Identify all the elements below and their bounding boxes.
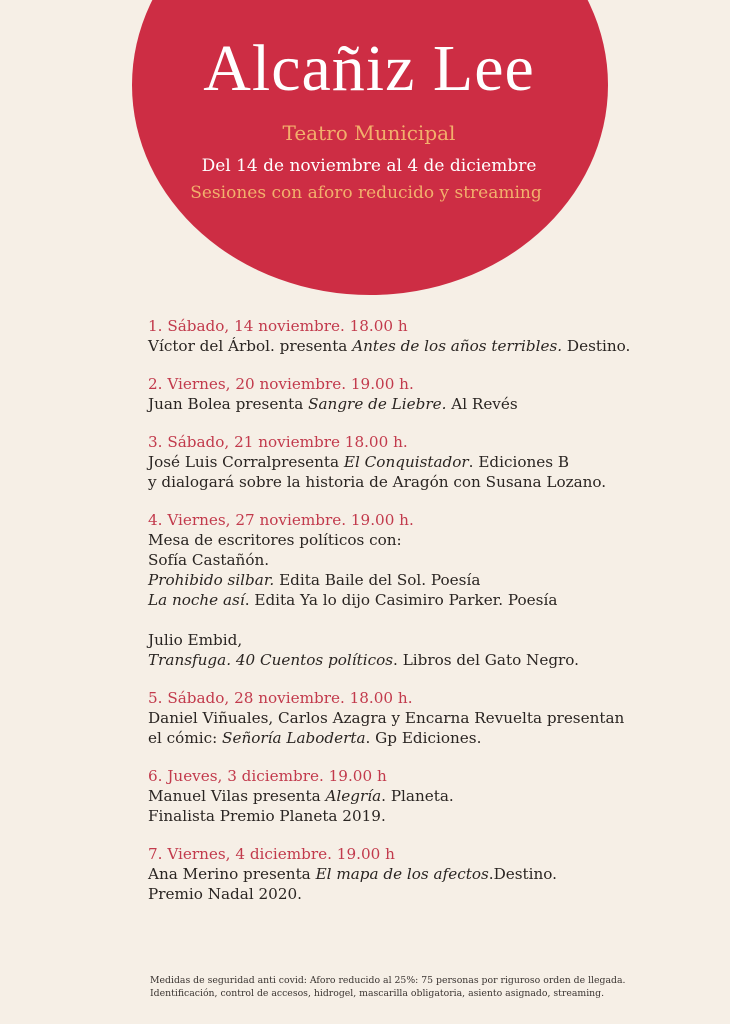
event-heading: 6. Jueves, 3 diciembre. 19.00 h [148, 767, 387, 785]
event-heading: 3. Sábado, 21 noviembre 18.00 h. [148, 433, 408, 451]
book-title: Señoría Laboderta [222, 729, 366, 747]
book-title: Alegría [325, 787, 382, 805]
event-heading: 5. Sábado, 28 noviembre. 18.00 h. [148, 689, 413, 707]
book-title: La noche así [148, 591, 245, 609]
event-description: Víctor del Árbol. presenta Antes de los años terribles. Destino. [148, 337, 631, 355]
book-title: El Conquistador [343, 453, 469, 471]
event-3 [148, 432, 648, 492]
event-heading: 4. Viernes, 27 noviembre. 19.00 h. [148, 511, 414, 529]
event-6 [148, 766, 648, 826]
book-title: Transfuga. 40 Cuentos políticos [148, 651, 394, 669]
sessions-note: Sesiones con aforo reducido y streaming [190, 183, 542, 203]
event-description: Manuel Vilas presenta Alegría. Planeta. [148, 787, 454, 805]
date-range: Del 14 de noviembre al 4 de diciembre [201, 156, 537, 176]
event-description: Daniel Viñuales, Carlos Azagra y Encarna Revuelta presentan [148, 709, 625, 727]
footnote-line: Identificación, control de accesos, hidrogel, mascarilla obligatoria, asiento asignado, streaming. [150, 988, 605, 999]
event-description: José Luis Corralpresenta El Conquistador. Ediciones B [148, 453, 570, 471]
event-award: Premio Nadal 2020. [148, 885, 302, 903]
event-heading: 1. Sábado, 14 noviembre. 18.00 h [148, 317, 408, 335]
author-name: Sofía Castañón. [148, 551, 270, 569]
event-7 [148, 844, 648, 904]
book-entry: La noche así. Edita Ya lo dijo Casimiro Parker. Poesía [148, 591, 558, 609]
event-4 [148, 510, 648, 670]
event-description-continued: y dialogará sobre la historia de Aragón con Susana Lozano. [148, 473, 607, 491]
book-title: El mapa de los afectos [315, 865, 489, 883]
footnote-line: Medidas de seguridad anti covid: Aforo reducido al 25%: 75 personas por riguroso orden de llegada. [150, 975, 626, 986]
safety-footnote [150, 974, 710, 1000]
event-2 [148, 374, 648, 414]
event-list [148, 316, 648, 922]
event-1 [148, 316, 648, 356]
venue-name: Teatro Municipal [282, 121, 456, 145]
event-heading: 2. Viernes, 20 noviembre. 19.00 h. [148, 375, 414, 393]
event-title: Alcañiz Lee [203, 32, 535, 105]
event-description: Juan Bolea presenta Sangre de Liebre. Al Revés [148, 395, 518, 413]
book-title: Prohibido silbar. [148, 571, 275, 589]
event-5 [148, 688, 648, 748]
book-entry: Prohibido silbar. Edita Baile del Sol. Poesía [148, 571, 481, 589]
book-entry: Transfuga. 40 Cuentos políticos. Libros del Gato Negro. [148, 651, 580, 669]
author-name: Julio Embid, [148, 631, 243, 649]
event-description-continued: el cómic: Señoría Laboderta. Gp Ediciones. [148, 729, 482, 747]
event-intro: Mesa de escritores políticos con: [148, 531, 402, 549]
event-heading: 7. Viernes, 4 diciembre. 19.00 h [148, 845, 395, 863]
event-description: Ana Merino presenta El mapa de los afectos.Destino. [148, 865, 557, 883]
event-award: Finalista Premio Planeta 2019. [148, 807, 386, 825]
book-title: Antes de los años terribles. [352, 337, 563, 355]
book-title: Sangre de Liebre. [308, 395, 447, 413]
